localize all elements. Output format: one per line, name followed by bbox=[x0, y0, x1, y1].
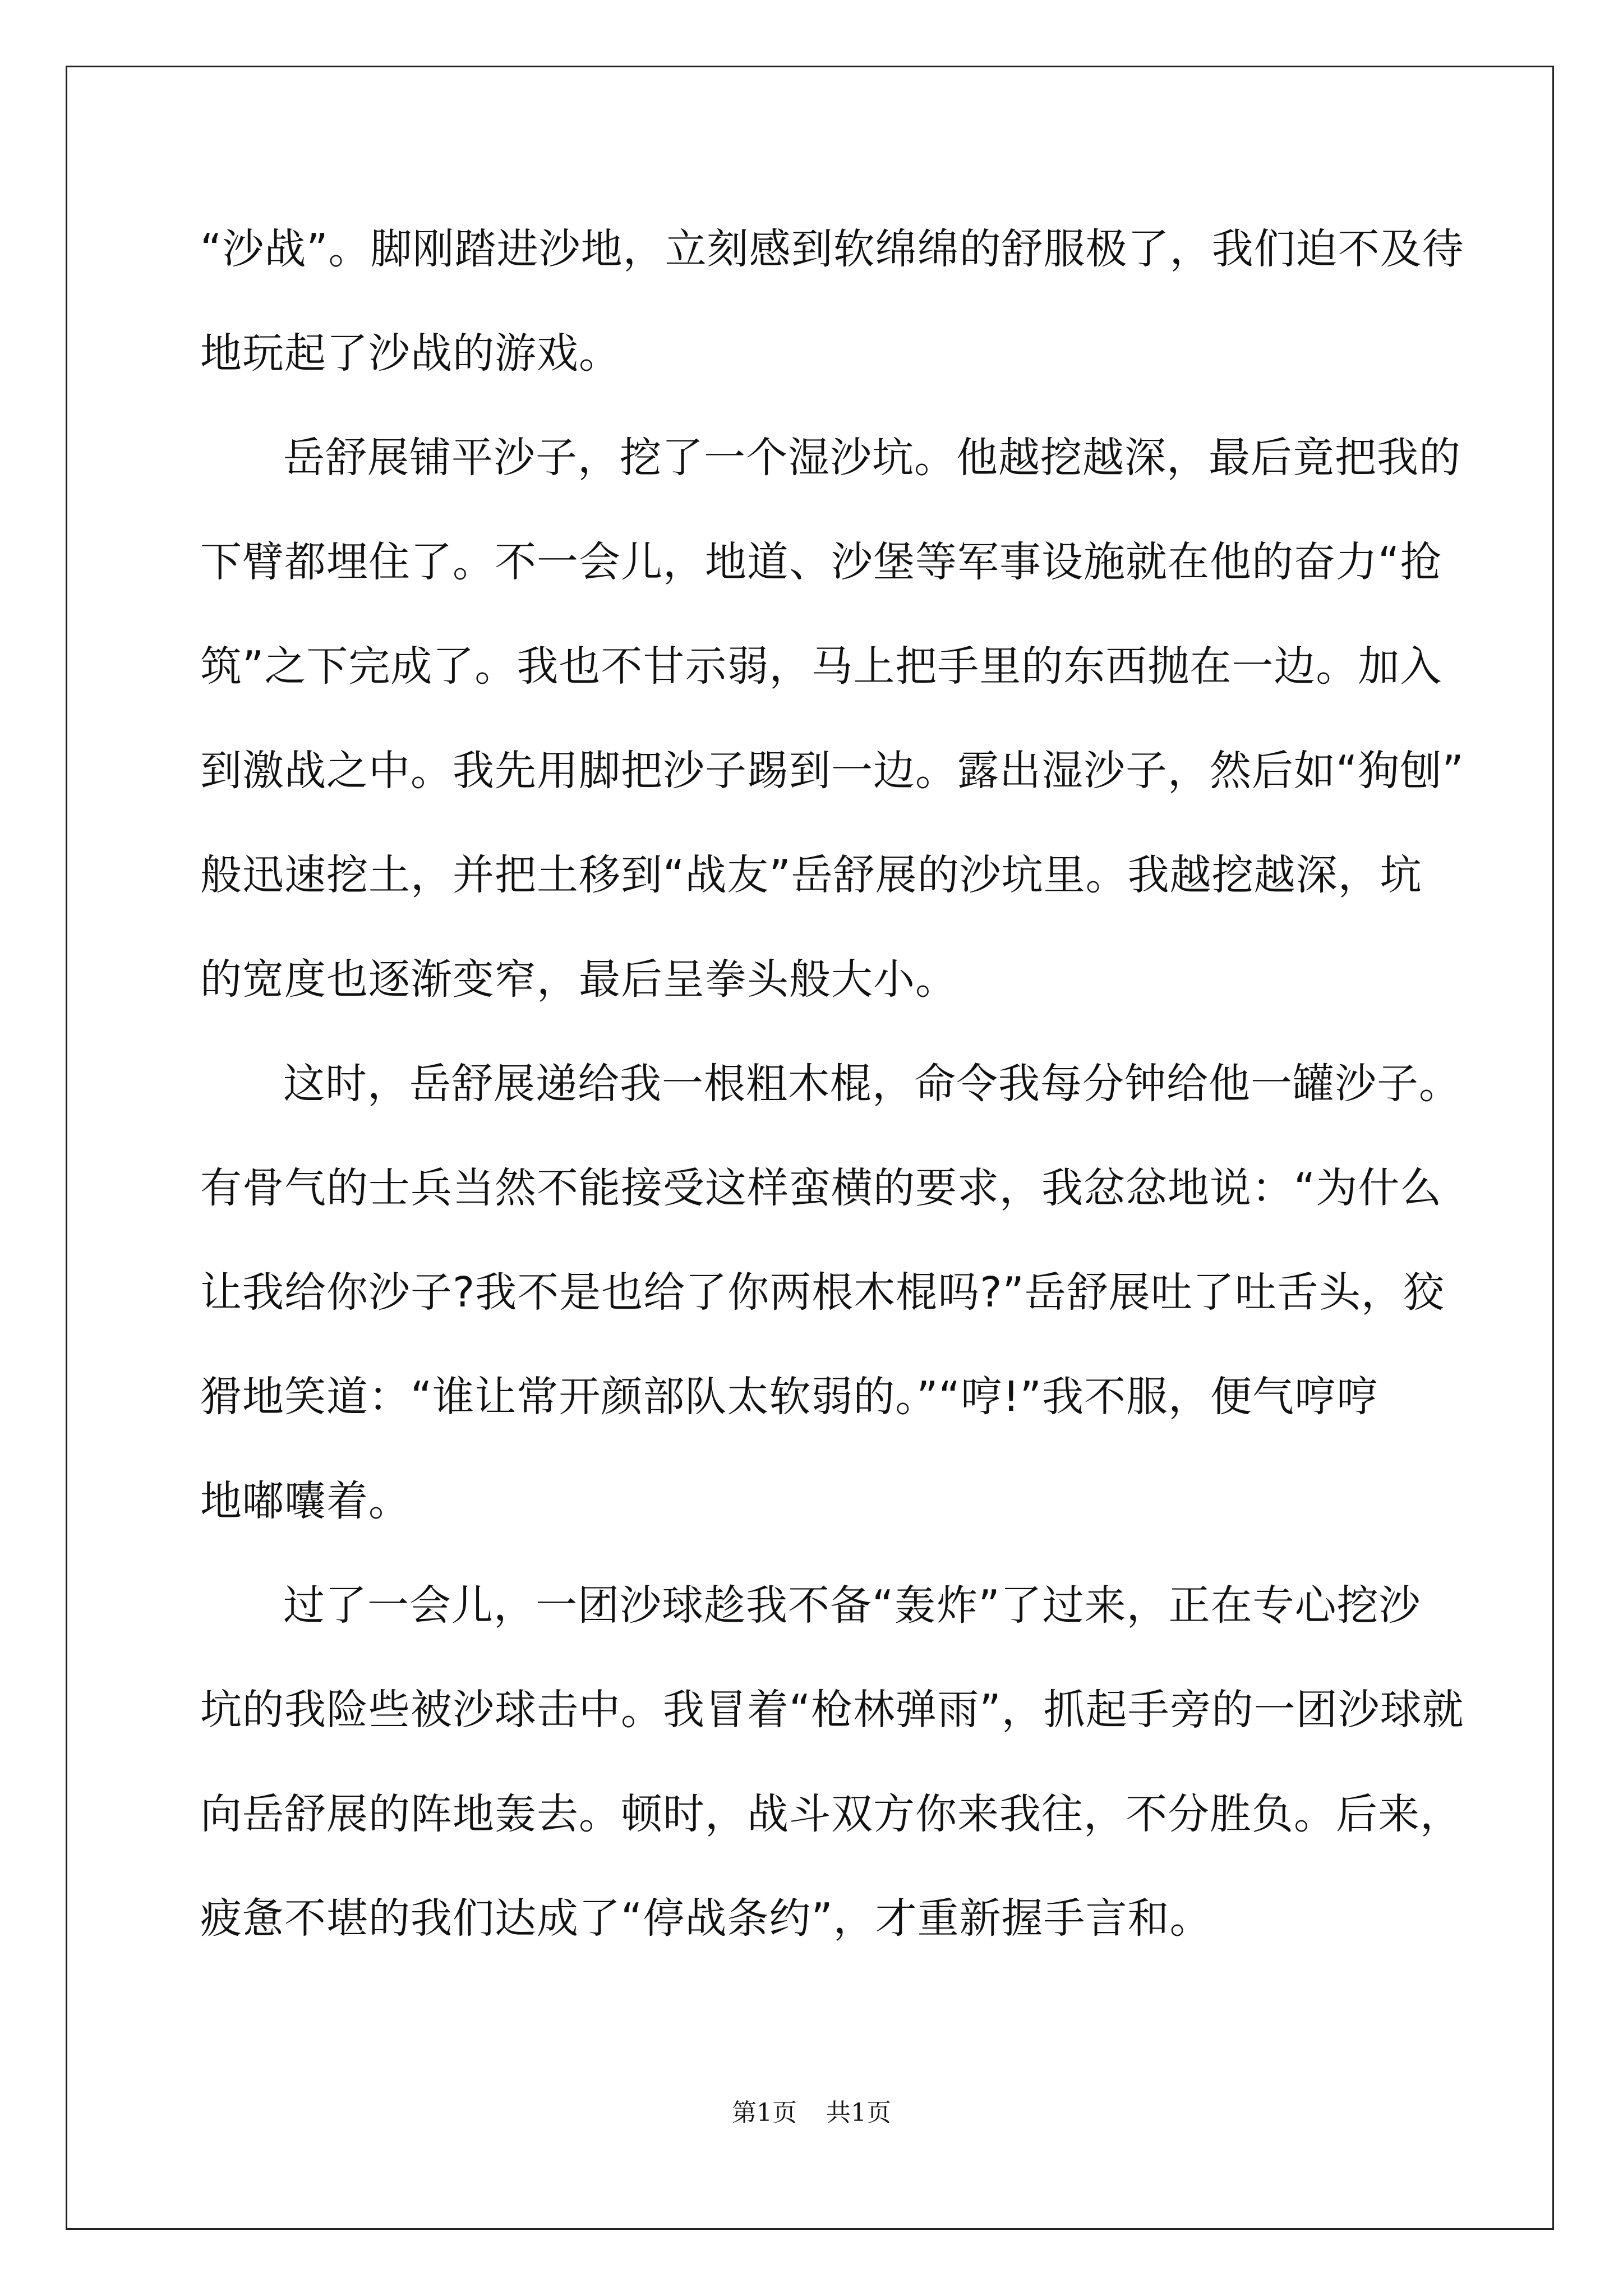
article-body bbox=[200, 209, 1464, 1982]
text-line: 有骨气的士兵当然不能接受这样蛮横的要求，我忿忿地说：“为什么 bbox=[200, 1164, 1442, 1212]
page-footer bbox=[0, 2096, 1623, 2130]
page-number-current: 第1页 bbox=[732, 2099, 797, 2127]
paragraph-start-line: 这时，岳舒展递给我一根粗木棍，命令我每分钟给他一罐沙子。 bbox=[283, 1060, 1461, 1108]
text-line: 地玩起了沙战的游戏。 bbox=[200, 329, 621, 378]
text-line: 筑”之下完成了。我也不甘示弱，马上把手里的东西抛在一边。加入 bbox=[200, 642, 1442, 691]
text-line: 猾地笑道：“谁让常开颜部队太软弱的。”“哼!”我不服，便气哼哼 bbox=[200, 1373, 1379, 1421]
text-line: 让我给你沙子?我不是也给了你两根木棍吗?”岳舒展吐了吐舌头，狡 bbox=[200, 1268, 1445, 1317]
paragraph-start-line: 过了一会儿，一团沙球趁我不备“轰炸”了过来，正在专心挖沙 bbox=[283, 1581, 1421, 1630]
page-number-total: 共1页 bbox=[826, 2099, 891, 2127]
text-line: 地嘟囔着。 bbox=[200, 1477, 411, 1525]
text-line: 向岳舒展的阵地轰去。顿时，战斗双方你来我往，不分胜负。后来， bbox=[200, 1790, 1462, 1838]
paragraph-start-line: 岳舒展铺平沙子，挖了一个湿沙坑。他越挖越深，最后竟把我的 bbox=[283, 434, 1461, 482]
text-line: 到激战之中。我先用脚把沙子踢到一边。露出湿沙子，然后如“狗刨” bbox=[200, 747, 1464, 795]
text-line: 坑的我险些被沙球击中。我冒着“枪林弹雨”，抓起手旁的一团沙球就 bbox=[200, 1686, 1464, 1734]
text-line: “沙战”。脚刚踏进沙地，立刻感到软绵绵的舒服极了，我们迫不及待 bbox=[200, 225, 1464, 273]
text-line: 下臂都埋住了。不一会儿，地道、沙堡等军事设施就在他的奋力“抢 bbox=[200, 538, 1442, 586]
text-line: 的宽度也逐渐变窄，最后呈拳头般大小。 bbox=[200, 955, 957, 1004]
text-line: 疲惫不堪的我们达成了“停战条约”，才重新握手言和。 bbox=[200, 1894, 1212, 1943]
text-line: 般迅速挖土，并把土移到“战友”岳舒展的沙坑里。我越挖越深，坑 bbox=[200, 851, 1422, 899]
